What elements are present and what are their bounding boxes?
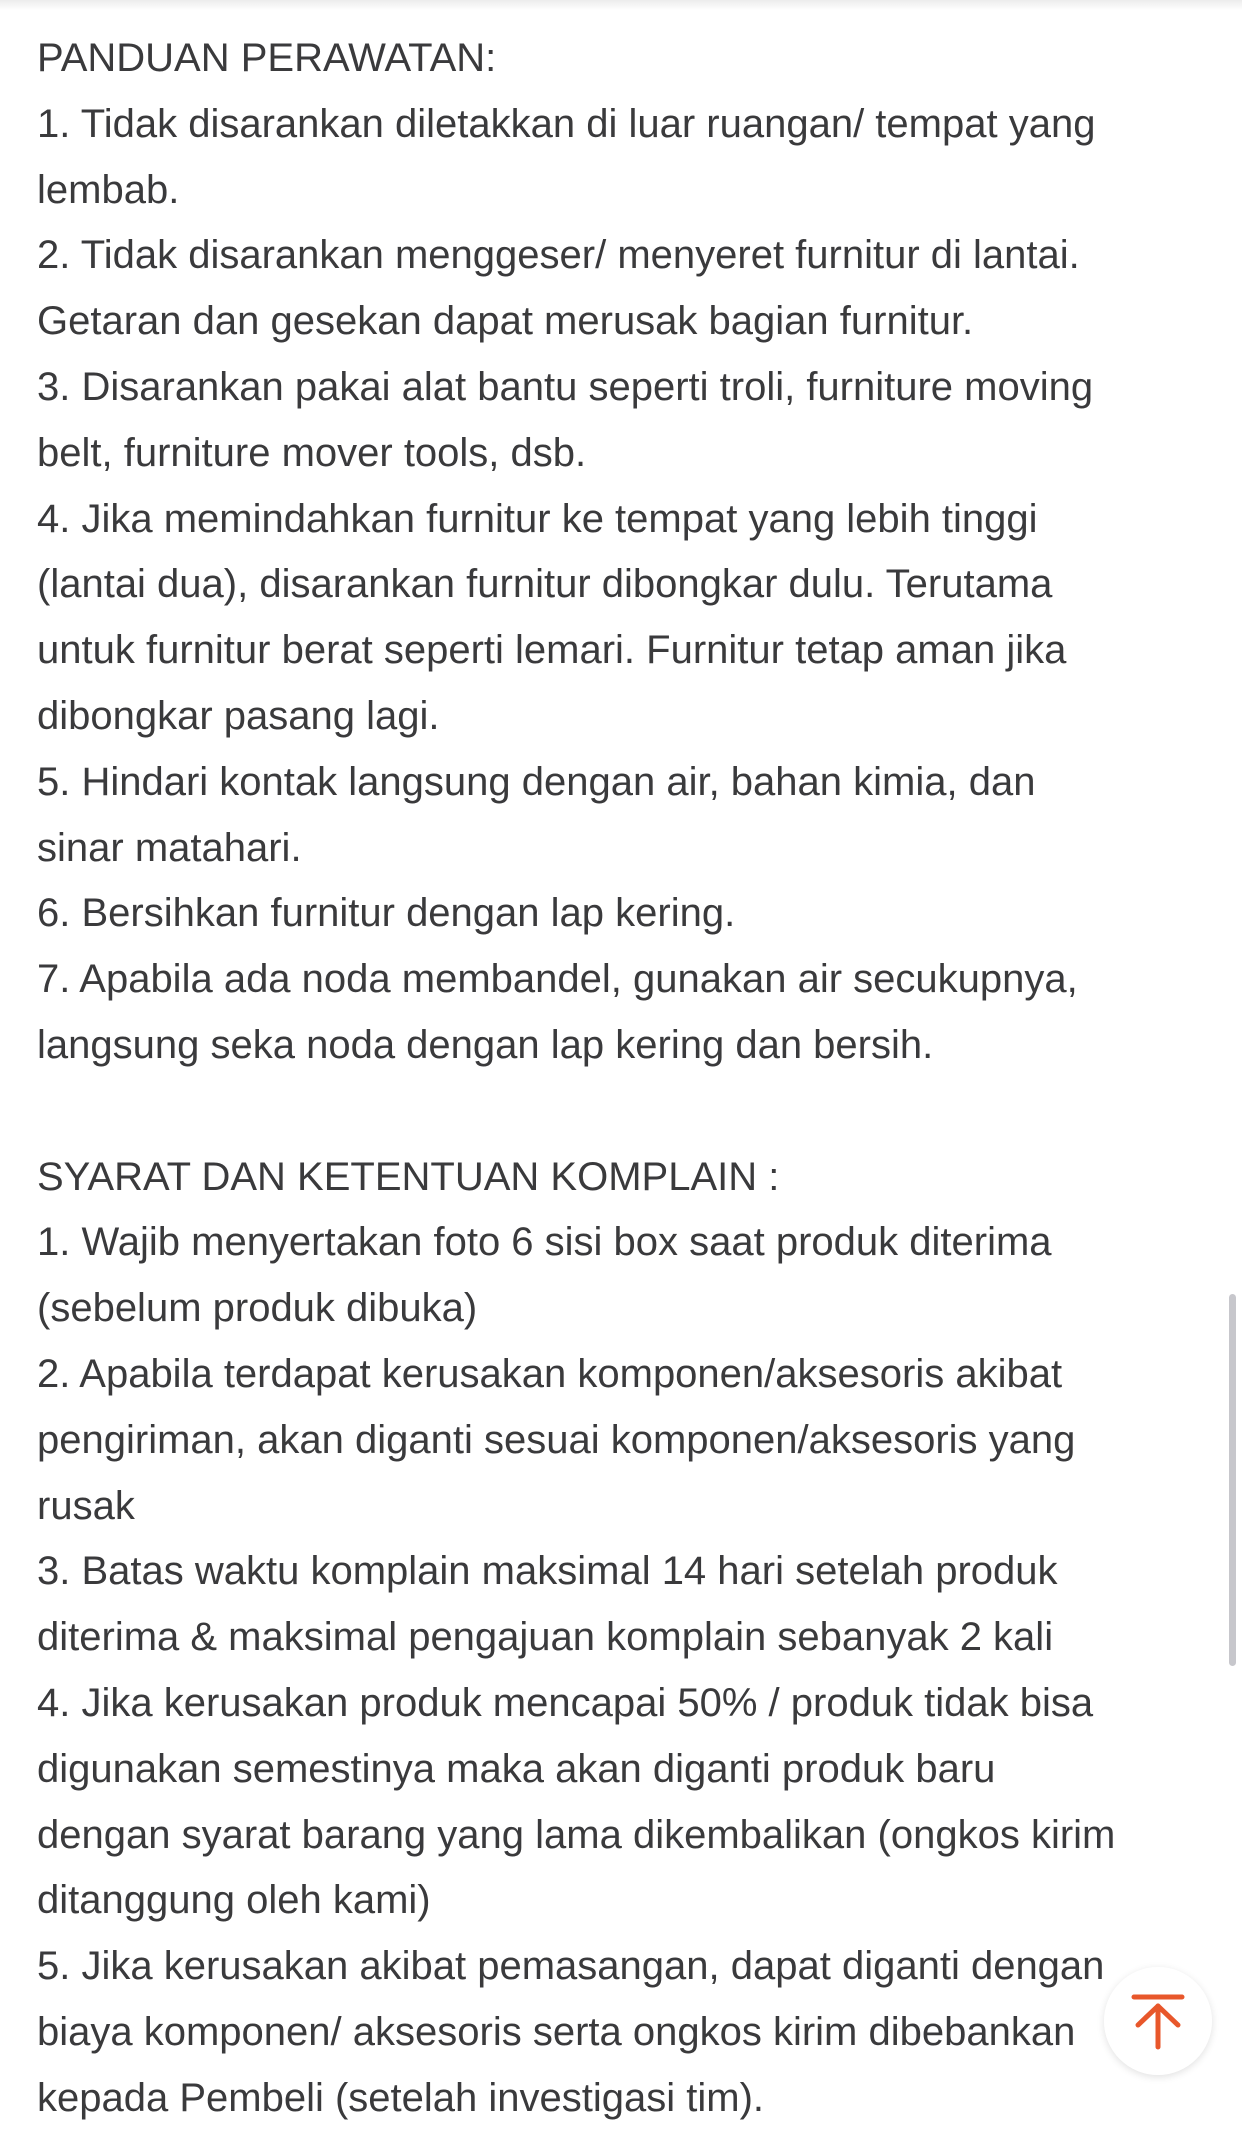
care-guide-line: 6. Bersihkan furnitur dengan lap kering.: [37, 891, 736, 936]
complaint-terms-line: (sebelum produk dibuka): [37, 1286, 478, 1331]
care-guide-line: untuk furnitur berat seperti lemari. Furnitur tetap aman jika: [37, 628, 1067, 673]
top-shadow: [0, 0, 1242, 10]
section-spacer: [37, 1079, 1217, 1145]
care-guide-line: 4. Jika memindahkan furnitur ke tempat yang lebih tinggi: [37, 496, 1038, 541]
care-guide-line: belt, furniture mover tools, dsb.: [37, 430, 587, 475]
care-guide-line: Getaran dan gesekan dapat merusak bagian furnitur.: [37, 299, 974, 344]
care-guide-heading: PANDUAN PERAWATAN:: [37, 36, 497, 80]
complaint-terms-line: rusak: [37, 1483, 135, 1528]
scroll-to-top-button[interactable]: [1104, 1967, 1212, 2075]
vertical-scrollbar[interactable]: [1229, 1294, 1236, 1666]
care-guide-line: sinar matahari.: [37, 825, 302, 870]
care-guide-line: lembab.: [37, 167, 180, 212]
care-guide-line: 1. Tidak disarankan diletakkan di luar ruangan/ tempat yang: [37, 101, 1096, 146]
complaint-terms-line: 3. Batas waktu komplain maksimal 14 hari setelah produk: [37, 1549, 1058, 1594]
complaint-terms-line: pengiriman, akan diganti sesuai komponen/aksesoris yang: [37, 1417, 1076, 1462]
complaint-terms-line: 4. Jika kerusakan produk mencapai 50% / produk tidak bisa: [37, 1680, 1094, 1725]
complaint-terms-line: ditanggung oleh kami): [37, 1878, 431, 1923]
complaint-terms-line: digunakan semestinya maka akan diganti produk baru: [37, 1746, 996, 1791]
arrow-up-to-top-icon: [1126, 1989, 1190, 2053]
complaint-terms-line: 1. Wajib menyertakan foto 6 sisi box saat produk diterima: [37, 1220, 1052, 1265]
complaint-terms-line: dengan syarat barang yang lama dikembalikan (ongkos kirim: [37, 1812, 1116, 1857]
product-description: [37, 26, 1217, 2132]
complaint-terms-heading: SYARAT DAN KETENTUAN KOMPLAIN :: [37, 1154, 780, 1199]
care-guide-line: dibongkar pasang lagi.: [37, 693, 440, 738]
complaint-terms-line: kepada Pembeli (setelah investigasi tim).: [37, 2075, 765, 2120]
complaint-terms-line: 2. Apabila terdapat kerusakan komponen/aksesoris akibat: [37, 1351, 1063, 1396]
care-guide-line: 3. Disarankan pakai alat bantu seperti troli, furniture moving: [37, 364, 1094, 409]
complaint-terms-line: diterima & maksimal pengajuan komplain sebanyak 2 kali: [37, 1615, 1054, 1660]
care-guide-line: 5. Hindari kontak langsung dengan air, bahan kimia, dan: [37, 759, 1036, 804]
care-guide-line: 2. Tidak disarankan menggeser/ menyeret furnitur di lantai.: [37, 233, 1080, 278]
care-guide-line: 7. Apabila ada noda membandel, gunakan air secukupnya,: [37, 957, 1078, 1002]
complaint-terms-line: 5. Jika kerusakan akibat pemasangan, dapat diganti dengan: [37, 1944, 1105, 1989]
complaint-terms-line: biaya komponen/ aksesoris serta ongkos kirim dibebankan: [37, 2009, 1076, 2054]
care-guide-line: langsung seka noda dengan lap kering dan bersih.: [37, 1022, 934, 1067]
care-guide-line: (lantai dua), disarankan furnitur dibongkar dulu. Terutama: [37, 562, 1053, 607]
